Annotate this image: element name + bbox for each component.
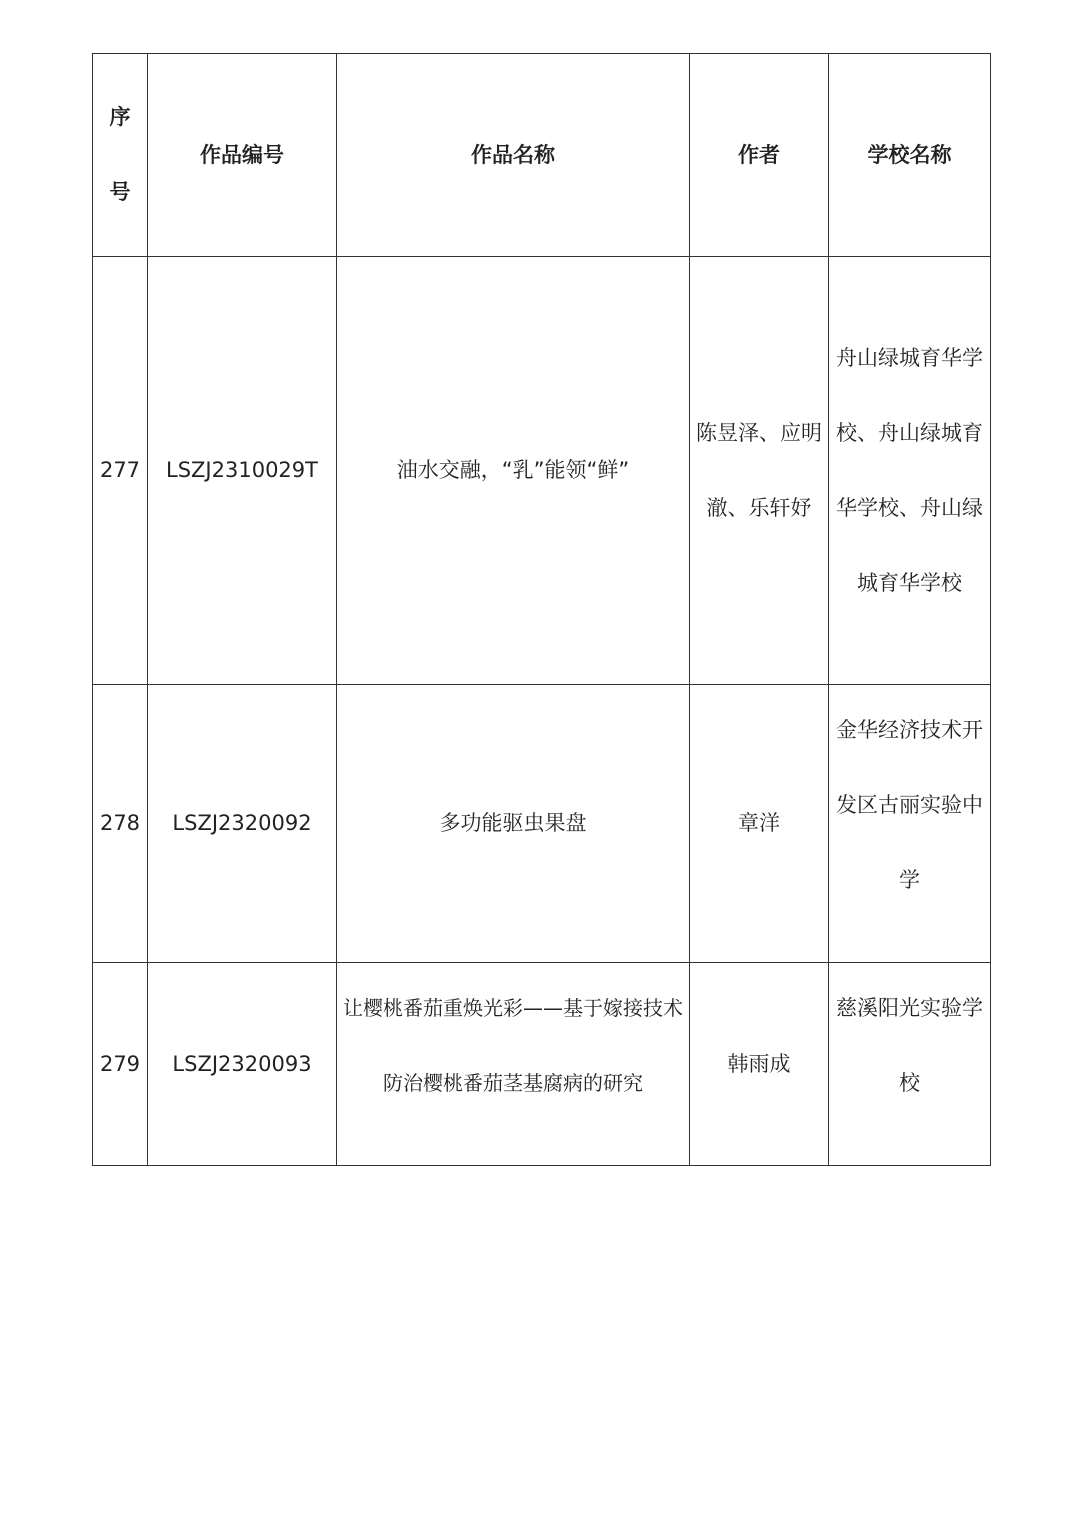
header-index: 序号: [93, 54, 148, 257]
cell-index: 278: [93, 685, 148, 963]
cell-work-id: LSZJ2320093: [148, 963, 337, 1166]
cell-school: 慈溪阳光实验学校: [829, 963, 991, 1166]
table-row: [93, 257, 991, 685]
cell-school: 金华经济技术开发区古丽实验中学: [829, 685, 991, 963]
cell-index: 277: [93, 257, 148, 685]
cell-work-title: 多功能驱虫果盘: [337, 685, 690, 963]
cell-author: 陈昱泽、应明澈、乐轩妤: [690, 257, 829, 685]
table-header-row: [93, 54, 991, 257]
table-row: [93, 963, 991, 1166]
table-row: [93, 685, 991, 963]
cell-work-id: LSZJ2310029T: [148, 257, 337, 685]
header-work-id: 作品编号: [148, 54, 337, 257]
cell-school: 舟山绿城育华学校、舟山绿城育华学校、舟山绿城育华学校: [829, 257, 991, 685]
cell-work-title: 油水交融，“乳”能领“鲜”: [337, 257, 690, 685]
cell-work-id: LSZJ2320092: [148, 685, 337, 963]
cell-work-title: 让樱桃番茄重焕光彩——基于嫁接技术防治樱桃番茄茎基腐病的研究: [337, 963, 690, 1166]
header-author: 作者: [690, 54, 829, 257]
cell-index: 279: [93, 963, 148, 1166]
cell-author: 韩雨成: [690, 963, 829, 1166]
header-school: 学校名称: [829, 54, 991, 257]
cell-author: 章洋: [690, 685, 829, 963]
header-work-title: 作品名称: [337, 54, 690, 257]
results-table: [92, 53, 991, 1166]
